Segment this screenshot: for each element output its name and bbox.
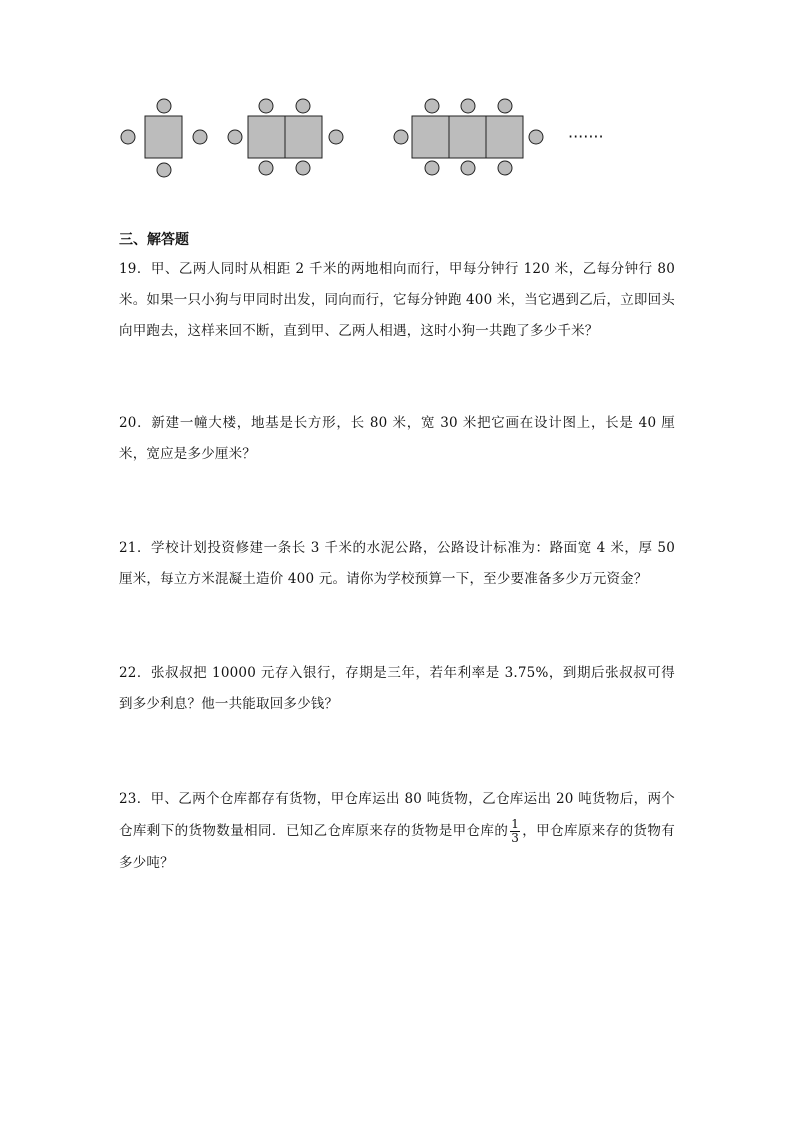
chair-circle [193, 130, 207, 144]
table-arrangement-figure [0, 0, 794, 200]
chair-circle [157, 163, 171, 177]
chair-circle [259, 99, 273, 113]
table-square [486, 116, 523, 158]
chair-circle [498, 161, 512, 175]
fraction-one-third [510, 818, 520, 845]
table-square [285, 116, 322, 158]
question-19: 19．甲、乙两人同时从相距 2 千米的两地相向而行，甲每分钟行 120 米，乙每分钟行 80 米。如果一只小狗与甲同时出发，同向而行，它每分钟跑 400 米，当它遇到乙后，立即回头向甲跑去，这样来回不断，直到甲、乙两人相遇，这时小狗一共跑了多少千米？ [119, 261, 675, 339]
chair-circle [498, 99, 512, 113]
fraction-numerator: 1 [511, 817, 520, 831]
question-20: 20．新建一幢大楼，地基是长方形，长 80 米，宽 30 米把它画在设计图上，长是 40 厘米，宽应是多少厘米？ [119, 415, 675, 462]
chair-circle [329, 130, 343, 144]
chair-circle [228, 130, 242, 144]
chair-circle [461, 161, 475, 175]
table-square [449, 116, 486, 158]
fraction-denominator: 3 [511, 831, 520, 845]
question-23-text-after: ，甲仓库原来存的货物有多少吨？ [119, 823, 675, 871]
table-square [412, 116, 449, 158]
chair-circle [259, 161, 273, 175]
chair-circle [121, 130, 135, 144]
table-square [248, 116, 285, 158]
question-22: 22．张叔叔把 10000 元存入银行，存期是三年，若年利率是 3.75%，到期后张叔叔可得到多少利息？他一共能取回多少钱？ [119, 665, 675, 712]
chair-circle [425, 99, 439, 113]
chair-circle [461, 99, 475, 113]
table-square [145, 116, 182, 158]
chair-circle [394, 130, 408, 144]
question-23-text-before: 23．甲、乙两个仓库都存有货物，甲仓库运出 80 吨货物，乙仓库运出 20 吨货物后，两个仓库剩下的货物数量相同．已知乙仓库原来存的货物是甲仓库的 [119, 791, 675, 839]
chair-circle [157, 99, 171, 113]
chair-circle [296, 161, 310, 175]
question-23 [119, 783, 675, 879]
chair-circle [296, 99, 310, 113]
question-21: 21．学校计划投资修建一条长 3 千米的水泥公路，公路设计标准为：路面宽 4 米，厚 50 厘米，每立方米混凝土造价 400 元。请你为学校预算一下，至少要准备多少万元资金？ [119, 540, 675, 587]
chair-circle [425, 161, 439, 175]
section-title: 三、解答题 [119, 232, 189, 248]
chair-circle [529, 130, 543, 144]
ellipsis: ······· [568, 127, 604, 146]
